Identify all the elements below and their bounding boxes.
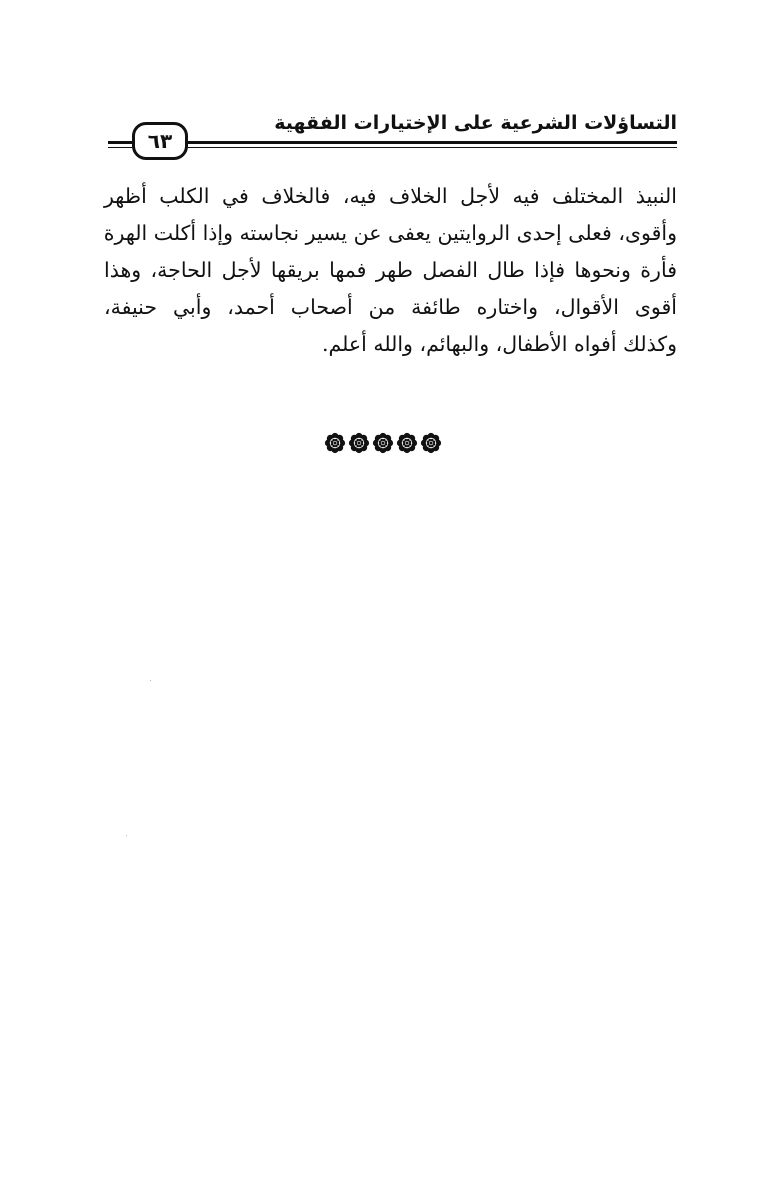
header-rule-thin [108, 147, 677, 148]
page-header-title: التساؤلات الشرعية على الإختيارات الفقهية [274, 112, 677, 134]
flower-ornament-icon [420, 432, 442, 454]
page-number-badge: ٦٣ [132, 122, 188, 160]
section-divider-ornaments [0, 432, 765, 454]
scan-speck [126, 835, 127, 836]
header-rule-thick [108, 141, 677, 144]
text-line: أقوى الأقوال، واختاره طائفة من أصحاب أحمد، وأبي حنيفة، [104, 295, 677, 319]
text-line: وأقوى، فعلى إحدى الروايتين يعفى عن يسير نجاسته وإذا أكلت الهرة [103, 221, 677, 245]
text-line: النبيذ المختلف فيه لأجل الخلاف فيه، فالخلاف في الكلب أظهر [104, 184, 677, 208]
flower-ornament-icon [372, 432, 394, 454]
flower-ornament-icon [324, 432, 346, 454]
body-text [104, 178, 677, 363]
scan-speck [150, 680, 151, 681]
text-line: وكذلك أفواه الأطفال، والبهائم، والله أعلم. [321, 332, 677, 356]
text-line: فأرة ونحوها فإذا طال الفصل طهر فمها بريقها لأجل الحاجة، وهذا [104, 258, 677, 282]
flower-ornament-icon [396, 432, 418, 454]
flower-ornament-icon [348, 432, 370, 454]
